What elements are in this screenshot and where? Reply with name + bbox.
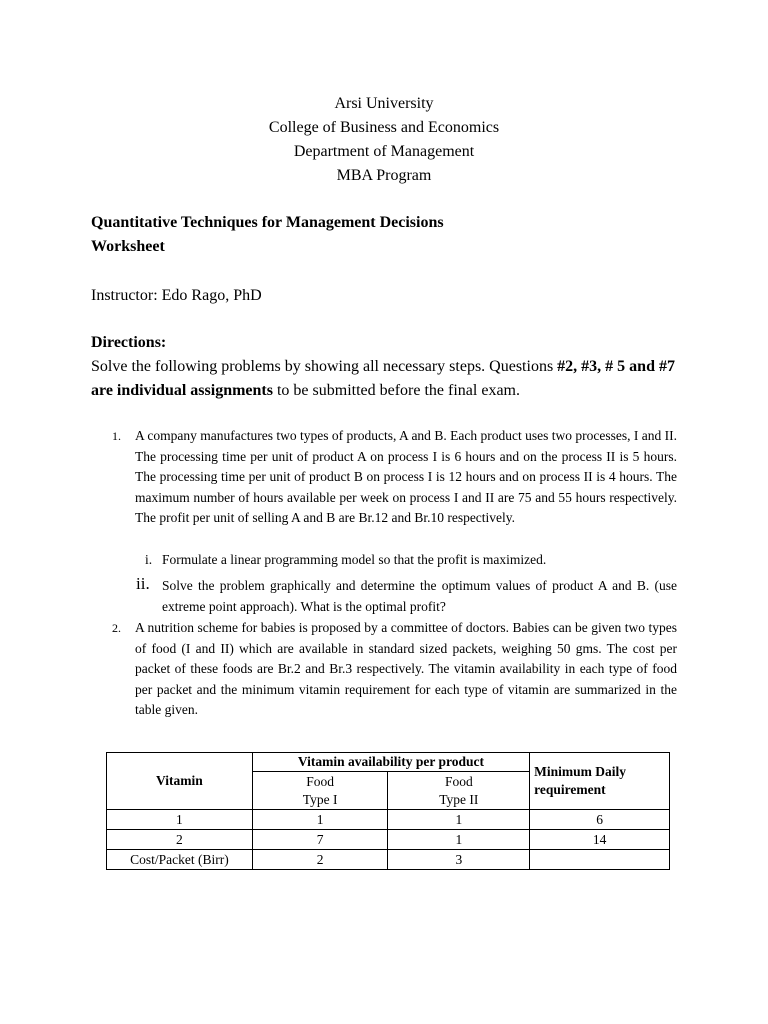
header-food-type-1-line1: Food — [306, 773, 335, 789]
directions-bold: #2, #3, # 5 and #7 are individual assignments — [91, 358, 675, 399]
header-food-type-1-line2: Type I — [302, 791, 338, 807]
course-subtitle: Worksheet — [91, 238, 165, 255]
directions-heading: Directions: — [91, 334, 167, 351]
question-1-part-ii — [136, 574, 677, 617]
document-header — [0, 92, 768, 188]
college-name: College of Business and Economics — [268, 119, 500, 136]
cell-food1: 1 — [252, 810, 388, 830]
header-food-type-2-line2: Type II — [439, 791, 479, 807]
question-2 — [112, 618, 677, 721]
cell-min: 14 — [530, 830, 670, 850]
cell-food2: 3 — [388, 850, 530, 870]
header-vitamin-availability: Vitamin availability per product — [252, 753, 529, 772]
cell-food1: 7 — [252, 830, 388, 850]
instructor-line: Instructor: Edo Rago, PhD — [91, 287, 262, 304]
header-minimum-daily: Minimum Daily requirement — [530, 753, 670, 810]
vitamin-table — [106, 752, 670, 870]
header-food-type-2-line1: Food — [444, 773, 473, 789]
part-text: Solve the problem graphically and determine the optimum values of product A and B. (use extreme point approach). What is the optimal profit? — [162, 578, 677, 614]
department-name: Department of Management — [293, 143, 475, 160]
cell-food2: 1 — [388, 830, 530, 850]
program-name: MBA Program — [336, 167, 432, 184]
question-1 — [112, 426, 677, 529]
part-number: i. — [145, 552, 153, 567]
cell-food1: 2 — [252, 850, 388, 870]
cell-min — [530, 850, 670, 870]
cell-vitamin: Cost/Packet (Birr) — [107, 850, 253, 870]
course-title: Quantitative Techniques for Management Decisions — [91, 214, 444, 231]
cell-vitamin: 2 — [107, 830, 253, 850]
question-number: 2. — [112, 621, 121, 635]
question-text: A company manufactures two types of products, A and B. Each product uses two processes, I and II. The processing time per unit of product A on process I is 6 hours and on the process II is 5 hours. The processing time per unit of product B on process I is 12 hours and on process II is 4 hours. The maximum number of hours available per week on process I and II are 75 and 55 hours respectively. The profit per unit of selling A and B are Br.12 and Br.10 respectively. — [135, 428, 677, 526]
course-title-block — [91, 211, 444, 259]
cell-min: 6 — [530, 810, 670, 830]
part-number: ii. — [136, 574, 150, 593]
question-number: 1. — [112, 429, 121, 443]
header-food-type-2 — [388, 772, 530, 810]
table-row — [107, 850, 670, 870]
table-row — [107, 810, 670, 830]
question-1-part-i — [145, 550, 677, 571]
cell-vitamin: 1 — [107, 810, 253, 830]
header-vitamin: Vitamin — [107, 753, 253, 810]
header-food-type-1 — [252, 772, 388, 810]
university-name: Arsi University — [334, 95, 434, 112]
part-text: Formulate a linear programming model so that the profit is maximized. — [162, 552, 547, 567]
table-row — [107, 830, 670, 850]
directions-text-after: to be submitted before the final exam. — [272, 382, 520, 399]
directions-text — [91, 355, 681, 403]
question-text: A nutrition scheme for babies is proposed by a committee of doctors. Babies can be given two types of food (I and II) which are available in standard sized packets, weighing 50 gms. The cost per packet of these foods are Br.2 and Br.3 respectively. The vitamin availability in each type of food per packet and the minimum vitamin requirement for each type of vitamin are summarized in the table given. — [135, 620, 677, 718]
cell-food2: 1 — [388, 810, 530, 830]
directions-text-before: Solve the following problems by showing all necessary steps. Questions — [91, 358, 558, 375]
